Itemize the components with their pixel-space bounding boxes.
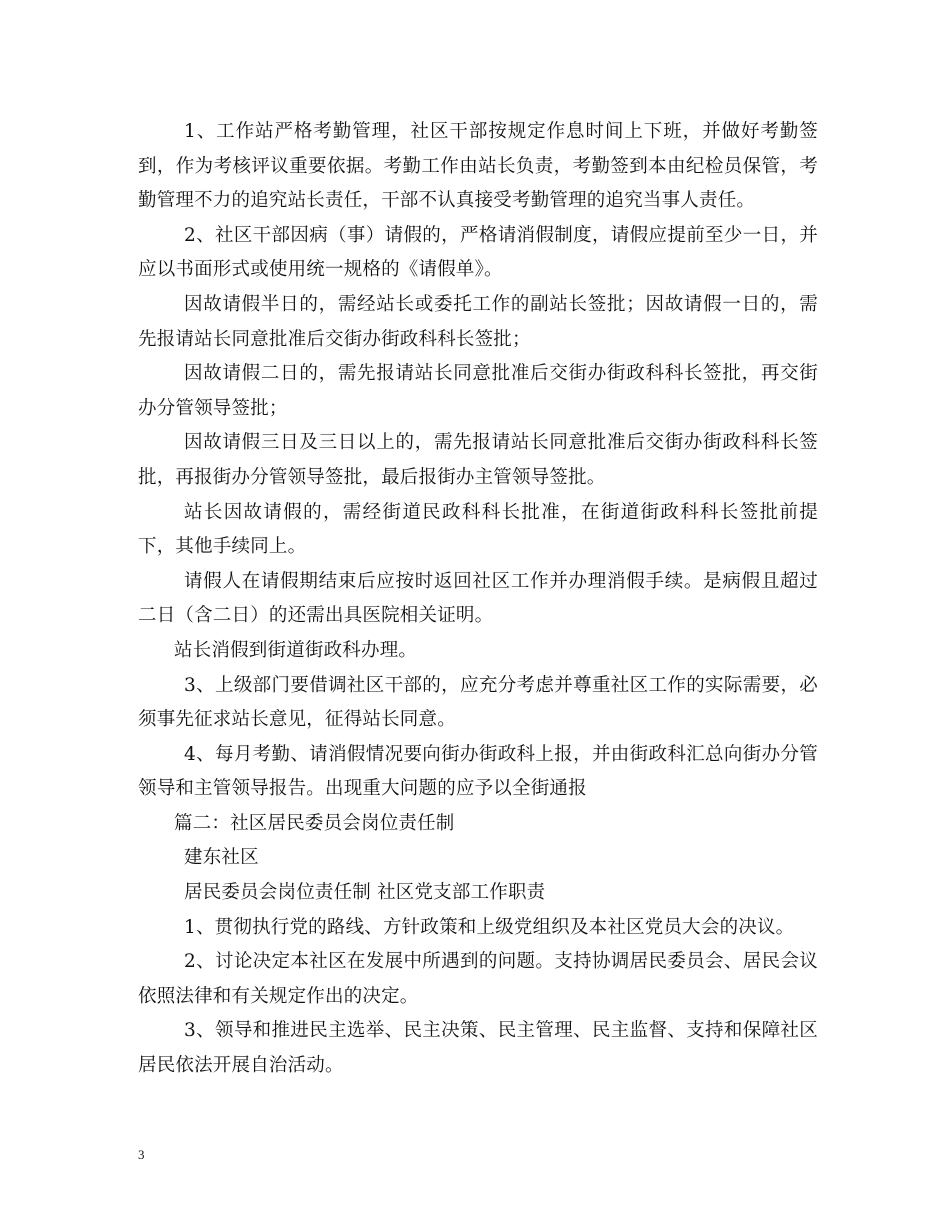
paragraph-stationmaster-leave: 站长因故请假的，需经街道民政科科长批准，在街道街政科科长签批前提下，其他手续同上。 xyxy=(138,501,818,558)
community-name: 建东社区 xyxy=(184,847,259,869)
section-heading: 篇二：社区居民委员会岗位责任制 xyxy=(174,812,455,834)
paragraph-leave-request: 2、社区干部因病（事）请假的，严格请消假制度，请假应提前至少一日，并应以书面形式或使用统一规格的《请假单》。 xyxy=(138,224,818,281)
duty-item-2: 2、讨论决定本社区在发展中所遇到的问题。支持协调居民委员会、居民会议依照法律和有关规定作出的决定。 xyxy=(138,951,818,1007)
paragraph-secondment: 3、上级部门要借调社区干部的，应充分考虑并尊重社区工作的实际需要，必须事先征求站长意见，征得站长同意。 xyxy=(138,674,818,731)
duty-item-3: 3、领导和推进民主选举、民主决策、民主管理、民主监督、支持和保障社区居民依法开展自治活动。 xyxy=(138,1020,818,1077)
paragraph-three-day-leave: 因故请假三日及三日以上的，需先报请站长同意批准后交街办街政科科长签批，再报街办分管领导签批，最后报街办主管领导签批。 xyxy=(138,432,818,488)
paragraph-attendance-management: 1、工作站严格考勤管理，社区干部按规定作息时间上下班，并做好考勤签到，作为考核评议重要依据。考勤工作由站长负责，考勤签到本由纪检员保管，考勤管理不力的追究站长责任，干部不认真接受考勤管理的追究当事人责任。 xyxy=(138,121,818,212)
paragraph-stationmaster-return: 站长消假到街道街政科办理。 xyxy=(174,639,418,661)
paragraph-return-from-leave: 请假人在请假期结束后应按时返回社区工作并办理消假手续。是病假且超过二日（含二日）的还需出具医院相关证明。 xyxy=(138,570,818,627)
paragraph-two-day-leave: 因故请假二日的，需先报请站长同意批准后交街办街政科科长签批，再交街办分管领导签批； xyxy=(138,363,818,419)
paragraph-half-day-leave: 因故请假半日的，需经站长或委托工作的副站长签批；因故请假一日的，需先报请站长同意批准后交街办街政科科长签批； xyxy=(138,293,818,350)
duty-item-1: 1、贯彻执行党的路线、方针政策和上级党组织及本社区党员大会的决议。 xyxy=(184,916,795,938)
subsection-heading: 居民委员会岗位责任制 社区党支部工作职责 xyxy=(184,882,546,904)
document-body xyxy=(138,115,818,1084)
paragraph-monthly-report: 4、每月考勤、请消假情况要向街办街政科上报，并由街政科汇总向街办分管领导和主管领导报告。出现重大问题的应予以全街通报 xyxy=(138,743,818,800)
page-number: 3 xyxy=(138,1147,145,1162)
